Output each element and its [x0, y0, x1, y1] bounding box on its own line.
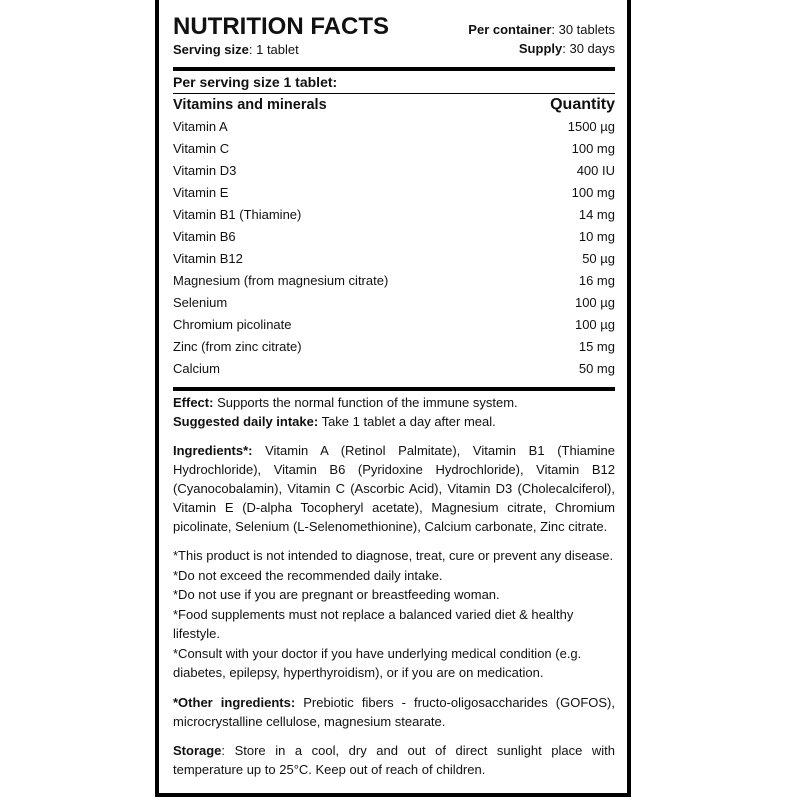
nutrient-quantity: 16 mg: [578, 273, 615, 288]
nutrient-name: Chromium picolinate: [173, 317, 292, 332]
other-ingredients-label: *Other ingredients:: [173, 694, 296, 710]
nutrient-name: Vitamin B6: [173, 229, 236, 244]
per-container-value: : 30 tablets: [551, 22, 615, 37]
storage-text: : Store in a cool, dry and out of direct sunlight place with temperature up to 25°C. Keep out of reach of children.: [173, 742, 615, 777]
supply-value: : 30 days: [562, 41, 615, 56]
nutrient-quantity: 15 mg: [578, 339, 615, 354]
intake-label: Suggested daily intake:: [173, 414, 319, 429]
table-row: [173, 116, 615, 138]
warnings-list: [173, 546, 615, 683]
per-serving-heading: Per serving size 1 tablet:: [173, 74, 338, 90]
nutrient-quantity: 100 mg: [571, 185, 615, 200]
serving-size-value: : 1 tablet: [248, 42, 299, 57]
nutrient-name: Magnesium (from magnesium citrate): [173, 273, 389, 288]
ingredients-text: Vitamin A (Retinol Palmitate), Vitamin B1 (Thiamine Hydrochloride), Vitamin B6 (Pyridoxine Hydrochloride), Vitamin B12 (Cyanocobalamin), Vitamin C (Ascorbic Acid), Vitamin D3 (Cholecalciferol), Vitamin E (D-alpha Tocopheryl acetate), Magnesium citrate, Chromium picolinate, Selenium (L-Selenomethionine), Calcium carbonate, Zinc citrate.: [173, 443, 615, 534]
ingredients-label: Ingredients*:: [173, 443, 253, 458]
nutrient-quantity: 50 µg: [582, 251, 615, 266]
storage-label: Storage: [173, 742, 222, 758]
table-row: [173, 160, 615, 182]
other-ingredients-text: Prebiotic fibers - fructo-oligosaccharides (GOFOS), microcrystalline cellulose, magnesium stearate.: [173, 694, 615, 729]
table-row: [173, 182, 615, 204]
other-ingredients-paragraph: [173, 693, 615, 731]
serving-size-label: Serving size: [173, 42, 249, 57]
header-left: [173, 14, 389, 59]
table-row: [173, 358, 615, 380]
intake-line: [173, 412, 615, 431]
table-row: [173, 336, 615, 358]
nutrient-name: Vitamin B12: [173, 251, 243, 266]
nutrient-quantity: 100 µg: [574, 317, 615, 332]
intake-text: Take 1 tablet a day after meal.: [318, 414, 496, 429]
nutrient-quantity: 100 µg: [574, 295, 615, 310]
table-row: [173, 204, 615, 226]
per-container-label: Per container: [468, 22, 552, 37]
nutrient-quantity: 400 IU: [576, 163, 615, 178]
table-row: [173, 314, 615, 336]
warning-item: *Consult with your doctor if you have underlying medical condition (e.g. diabetes, epilepsy, hyperthyroidism), or if you are on medication.: [173, 645, 582, 680]
table-row: [173, 138, 615, 160]
warning-item: *Do not exceed the recommended daily intake.: [173, 567, 443, 583]
ingredients-paragraph: [173, 441, 615, 536]
nutrient-name: Zinc (from zinc citrate): [173, 339, 302, 354]
warning-item: *Do not use if you are pregnant or breastfeeding woman.: [173, 587, 500, 602]
supply: [468, 39, 615, 58]
table-row: [173, 248, 615, 270]
warning-item: *This product is not intended to diagnose, treat, cure or prevent any disease.: [173, 548, 614, 563]
per-container: [468, 20, 615, 39]
header-right: [468, 14, 615, 59]
page-title: NUTRITION FACTS: [173, 13, 389, 40]
effect-label: Effect:: [173, 395, 214, 410]
serving-size: [173, 40, 389, 59]
supply-label: Supply: [518, 41, 563, 56]
nutrient-name: Vitamin C: [173, 141, 230, 156]
column-header-quantity: Quantity: [550, 96, 615, 113]
nutrient-name: Vitamin A: [173, 119, 228, 134]
column-header-name: Vitamins and minerals: [173, 97, 327, 113]
nutrient-table: [173, 116, 615, 380]
table-row: [173, 292, 615, 314]
table-row: [173, 270, 615, 292]
nutrient-name: Selenium: [173, 295, 228, 310]
nutrition-label: [155, 0, 631, 797]
effect-text: Supports the normal function of the immune system.: [213, 395, 518, 410]
label-header: [173, 14, 615, 59]
warning-item: *Food supplements must not replace a balanced varied diet & healthy lifestyle.: [173, 606, 574, 641]
nutrient-name: Calcium: [173, 361, 220, 376]
nutrient-quantity: 10 mg: [578, 229, 615, 244]
nutrient-name: Vitamin B1 (Thiamine): [173, 207, 302, 222]
nutrient-name: Vitamin D3: [173, 163, 237, 178]
nutrient-name: Vitamin E: [173, 185, 229, 200]
divider: [173, 387, 615, 391]
table-header: [173, 94, 615, 116]
nutrient-quantity: 50 mg: [578, 361, 615, 376]
storage-paragraph: [173, 741, 615, 779]
nutrient-quantity: 1500 µg: [567, 119, 615, 134]
effect-line: [173, 393, 615, 412]
nutrient-quantity: 100 mg: [571, 141, 615, 156]
table-row: [173, 226, 615, 248]
nutrient-quantity: 14 mg: [578, 207, 615, 222]
